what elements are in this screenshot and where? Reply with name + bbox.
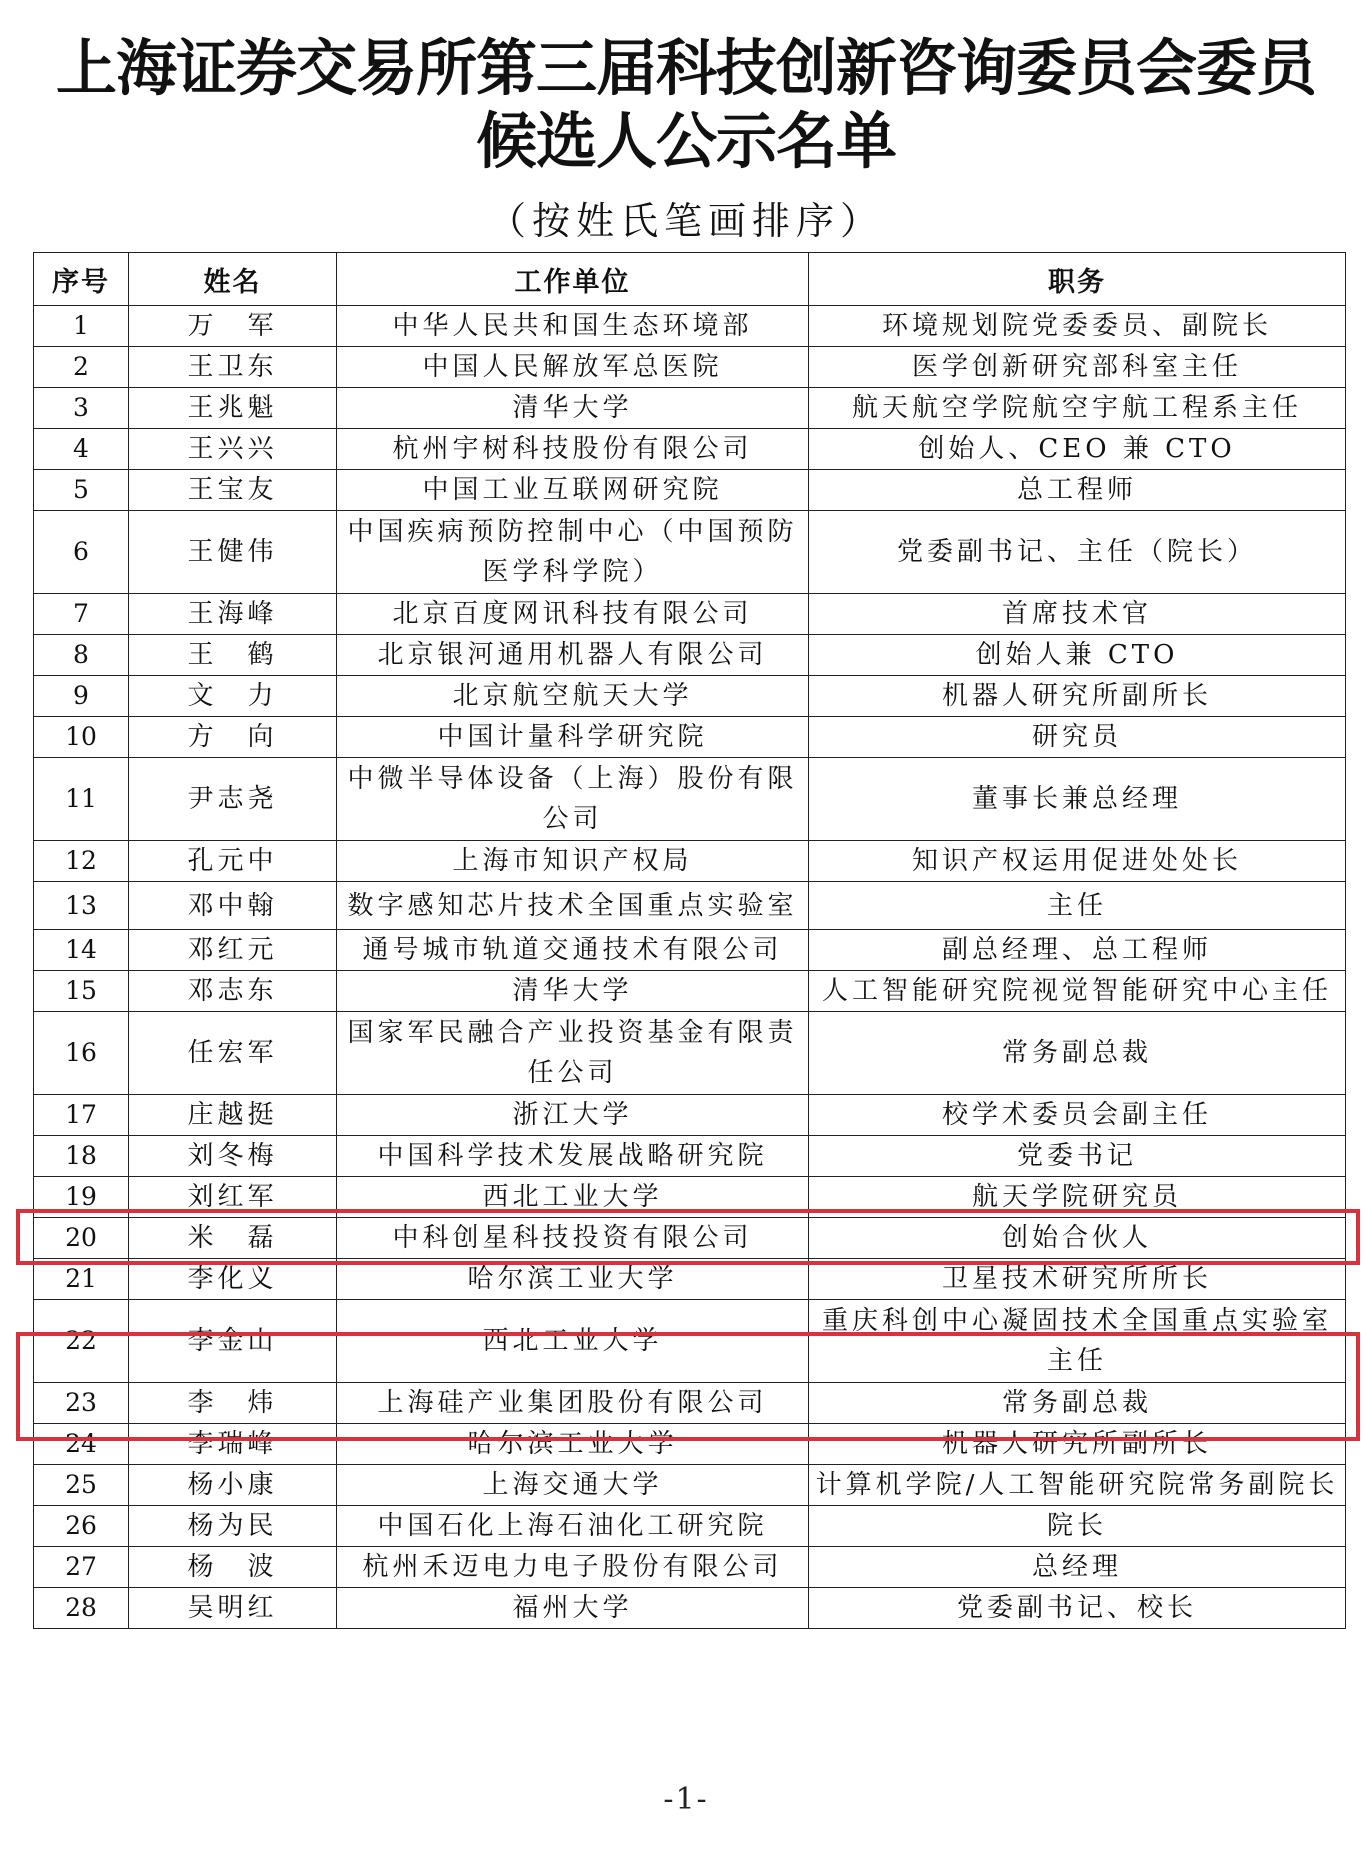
- header-organization: 工作单位: [337, 253, 809, 306]
- cell-number: 14: [34, 930, 129, 971]
- cell-name: 王兴兴: [129, 429, 337, 470]
- cell-position: 常务副总裁: [809, 1012, 1346, 1095]
- cell-organization: 中国疾病预防控制中心（中国预防医学科学院）: [337, 511, 809, 594]
- table-row: [34, 841, 1346, 882]
- table-row: [34, 1177, 1346, 1218]
- cell-number: 5: [34, 470, 129, 511]
- cell-name: 王卫东: [129, 347, 337, 388]
- table-row: [34, 511, 1346, 594]
- cell-number: 10: [34, 717, 129, 758]
- table-row: [34, 971, 1346, 1012]
- cell-position: 重庆科创中心凝固技术全国重点实验室主任: [809, 1300, 1346, 1383]
- cell-name: 邓红元: [129, 930, 337, 971]
- cell-position: 院长: [809, 1506, 1346, 1547]
- table-row: [34, 1465, 1346, 1506]
- cell-number: 23: [34, 1383, 129, 1424]
- cell-name: 邓中翰: [129, 882, 337, 930]
- header-name: 姓名: [129, 253, 337, 306]
- cell-position: 副总经理、总工程师: [809, 930, 1346, 971]
- table-row: [34, 676, 1346, 717]
- cell-position: 常务副总裁: [809, 1383, 1346, 1424]
- cell-organization: 通号城市轨道交通技术有限公司: [337, 930, 809, 971]
- cell-number: 25: [34, 1465, 129, 1506]
- cell-name: 李瑞峰: [129, 1424, 337, 1465]
- table-row: [34, 930, 1346, 971]
- page-title-line-1: 上海证券交易所第三届科技创新咨询委员会委员: [55, 33, 1316, 104]
- cell-name: 邓志东: [129, 971, 337, 1012]
- cell-organization: 西北工业大学: [337, 1300, 809, 1383]
- cell-number: 4: [34, 429, 129, 470]
- cell-name: 王海峰: [129, 594, 337, 635]
- cell-number: 20: [34, 1218, 129, 1259]
- cell-name: 李金山: [129, 1300, 337, 1383]
- cell-position: 创始人兼 CTO: [809, 635, 1346, 676]
- cell-name: 王兆魁: [129, 388, 337, 429]
- cell-organization: 哈尔滨工业大学: [337, 1259, 809, 1300]
- cell-position: 党委书记: [809, 1136, 1346, 1177]
- cell-number: 6: [34, 511, 129, 594]
- table-row: [34, 388, 1346, 429]
- cell-position: 总工程师: [809, 470, 1346, 511]
- cell-position: 研究员: [809, 717, 1346, 758]
- table-row: [34, 1506, 1346, 1547]
- table-header-row: [34, 253, 1346, 306]
- cell-number: 3: [34, 388, 129, 429]
- cell-organization: 北京百度网讯科技有限公司: [337, 594, 809, 635]
- cell-name: 刘冬梅: [129, 1136, 337, 1177]
- cell-position: 董事长兼总经理: [809, 758, 1346, 841]
- cell-organization: 浙江大学: [337, 1095, 809, 1136]
- cell-name: 王健伟: [129, 511, 337, 594]
- table-row: [34, 594, 1346, 635]
- cell-position: 人工智能研究院视觉智能研究中心主任: [809, 971, 1346, 1012]
- cell-name: 杨 波: [129, 1547, 337, 1588]
- table-row: [34, 1259, 1346, 1300]
- cell-number: 18: [34, 1136, 129, 1177]
- cell-name: 李 炜: [129, 1383, 337, 1424]
- cell-name: 尹志尧: [129, 758, 337, 841]
- table-row: [34, 306, 1346, 347]
- cell-number: 22: [34, 1300, 129, 1383]
- cell-organization: 中国计量科学研究院: [337, 717, 809, 758]
- cell-organization: 北京航空航天大学: [337, 676, 809, 717]
- cell-organization: 中国科学技术发展战略研究院: [337, 1136, 809, 1177]
- cell-organization: 西北工业大学: [337, 1177, 809, 1218]
- cell-name: 方 向: [129, 717, 337, 758]
- cell-number: 2: [34, 347, 129, 388]
- cell-position: 机器人研究所副所长: [809, 676, 1346, 717]
- cell-position: 首席技术官: [809, 594, 1346, 635]
- table-row: [34, 1547, 1346, 1588]
- cell-organization: 哈尔滨工业大学: [337, 1424, 809, 1465]
- table-row: [34, 1424, 1346, 1465]
- cell-organization: 杭州宇树科技股份有限公司: [337, 429, 809, 470]
- cell-number: 15: [34, 971, 129, 1012]
- table-row: [34, 1012, 1346, 1095]
- cell-name: 米 磊: [129, 1218, 337, 1259]
- table-row: [34, 1136, 1346, 1177]
- cell-organization: 中国工业互联网研究院: [337, 470, 809, 511]
- table-row: [34, 1383, 1346, 1424]
- cell-organization: 中科创星科技投资有限公司: [337, 1218, 809, 1259]
- page-subtitle: （按姓氏笔画排序）: [487, 199, 884, 243]
- cell-number: 21: [34, 1259, 129, 1300]
- cell-name: 庄越挺: [129, 1095, 337, 1136]
- cell-position: 航天航空学院航空宇航工程系主任: [809, 388, 1346, 429]
- cell-organization: 福州大学: [337, 1588, 809, 1629]
- cell-number: 11: [34, 758, 129, 841]
- cell-organization: 中国石化上海石油化工研究院: [337, 1506, 809, 1547]
- cell-position: 航天学院研究员: [809, 1177, 1346, 1218]
- header-number: 序号: [34, 253, 129, 306]
- cell-name: 吴明红: [129, 1588, 337, 1629]
- cell-position: 计算机学院/人工智能研究院常务副院长: [809, 1465, 1346, 1506]
- cell-name: 任宏军: [129, 1012, 337, 1095]
- cell-number: 8: [34, 635, 129, 676]
- table-row: [34, 1300, 1346, 1383]
- cell-organization: 清华大学: [337, 971, 809, 1012]
- cell-number: 16: [34, 1012, 129, 1095]
- cell-organization: 数字感知芯片技术全国重点实验室: [337, 882, 809, 930]
- cell-position: 知识产权运用促进处处长: [809, 841, 1346, 882]
- cell-organization: 中国人民解放军总医院: [337, 347, 809, 388]
- cell-position: 党委副书记、主任（院长）: [809, 511, 1346, 594]
- cell-organization: 上海市知识产权局: [337, 841, 809, 882]
- cell-organization: 清华大学: [337, 388, 809, 429]
- cell-number: 13: [34, 882, 129, 930]
- table-row: [34, 470, 1346, 511]
- cell-number: 19: [34, 1177, 129, 1218]
- cell-organization: 中华人民共和国生态环境部: [337, 306, 809, 347]
- cell-name: 万 军: [129, 306, 337, 347]
- cell-organization: 上海硅产业集团股份有限公司: [337, 1383, 809, 1424]
- cell-position: 机器人研究所副所长: [809, 1424, 1346, 1465]
- cell-name: 王宝友: [129, 470, 337, 511]
- cell-number: 27: [34, 1547, 129, 1588]
- table-row: [34, 1588, 1346, 1629]
- table-row: [34, 1095, 1346, 1136]
- cell-organization: 上海交通大学: [337, 1465, 809, 1506]
- cell-name: 李化义: [129, 1259, 337, 1300]
- cell-number: 17: [34, 1095, 129, 1136]
- page-number: -1-: [663, 1782, 709, 1817]
- cell-position: 医学创新研究部科室主任: [809, 347, 1346, 388]
- table-row: [34, 758, 1346, 841]
- candidate-table: [33, 252, 1346, 1629]
- header-position: 职务: [809, 253, 1346, 306]
- cell-position: 创始人、CEO 兼 CTO: [809, 429, 1346, 470]
- cell-position: 卫星技术研究所所长: [809, 1259, 1346, 1300]
- cell-position: 环境规划院党委委员、副院长: [809, 306, 1346, 347]
- table-row: [34, 882, 1346, 930]
- cell-number: 12: [34, 841, 129, 882]
- cell-number: 7: [34, 594, 129, 635]
- cell-organization: 北京银河通用机器人有限公司: [337, 635, 809, 676]
- cell-name: 文 力: [129, 676, 337, 717]
- cell-position: 创始合伙人: [809, 1218, 1346, 1259]
- cell-name: 孔元中: [129, 841, 337, 882]
- table-row: [34, 429, 1346, 470]
- cell-number: 1: [34, 306, 129, 347]
- table-row: [34, 717, 1346, 758]
- cell-name: 杨为民: [129, 1506, 337, 1547]
- cell-organization: 中微半导体设备（上海）股份有限公司: [337, 758, 809, 841]
- cell-name: 刘红军: [129, 1177, 337, 1218]
- table-row: [34, 635, 1346, 676]
- cell-position: 主任: [809, 882, 1346, 930]
- cell-position: 总经理: [809, 1547, 1346, 1588]
- table-body: [34, 306, 1346, 1629]
- page-title-line-2: 候选人公示名单: [475, 106, 896, 177]
- cell-name: 王 鹤: [129, 635, 337, 676]
- cell-name: 杨小康: [129, 1465, 337, 1506]
- cell-number: 26: [34, 1506, 129, 1547]
- cell-number: 9: [34, 676, 129, 717]
- cell-number: 24: [34, 1424, 129, 1465]
- cell-position: 校学术委员会副主任: [809, 1095, 1346, 1136]
- cell-organization: 国家军民融合产业投资基金有限责任公司: [337, 1012, 809, 1095]
- table-row: [34, 1218, 1346, 1259]
- cell-position: 党委副书记、校长: [809, 1588, 1346, 1629]
- table-row: [34, 347, 1346, 388]
- cell-organization: 杭州禾迈电力电子股份有限公司: [337, 1547, 809, 1588]
- cell-number: 28: [34, 1588, 129, 1629]
